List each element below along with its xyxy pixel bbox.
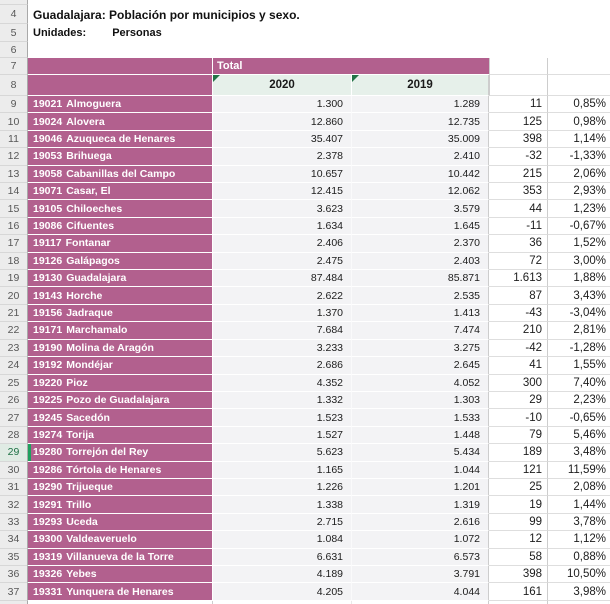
value-2019-cell[interactable]: 12.735 <box>352 113 489 130</box>
empty-row <box>0 42 610 58</box>
difference-cell[interactable]: -11 <box>489 218 548 235</box>
value-2019-cell[interactable]: 1.645 <box>352 218 489 235</box>
value-2019-cell[interactable]: 2.535 <box>352 287 489 304</box>
municipality-code: 19190 <box>33 341 63 354</box>
municipality-name: Guadalajara <box>66 272 127 285</box>
value-2020-cell[interactable]: 35.407 <box>213 131 352 148</box>
row-header[interactable]: 23 <box>0 340 28 357</box>
table-row <box>0 409 610 426</box>
percent-change-cell[interactable]: 11,59% <box>548 462 610 479</box>
municipality-code: 19280 <box>33 446 63 459</box>
value-2020-cell[interactable]: 2.406 <box>213 235 352 252</box>
municipality-name: Yebes <box>66 568 97 581</box>
percent-change-cell[interactable]: 3,00% <box>548 253 610 270</box>
blank-cell <box>28 601 213 604</box>
row-header[interactable]: 36 <box>0 566 28 583</box>
municipality-cell[interactable] <box>28 566 213 583</box>
row-header[interactable]: 26 <box>0 392 28 409</box>
difference-cell[interactable]: 36 <box>489 235 548 252</box>
row-header[interactable] <box>0 601 28 604</box>
municipality-cell[interactable] <box>28 166 213 183</box>
group-header-row <box>0 58 610 75</box>
table-row <box>0 270 610 287</box>
value-2020-cell[interactable]: 1.523 <box>213 409 352 426</box>
corner-cell[interactable] <box>28 58 213 75</box>
difference-cell[interactable]: 58 <box>489 549 548 566</box>
blank-cell <box>489 601 548 604</box>
municipality-cell[interactable] <box>28 305 213 322</box>
value-2020-cell[interactable]: 2.686 <box>213 357 352 374</box>
municipality-code: 19086 <box>33 220 63 233</box>
value-2020-cell[interactable]: 4.189 <box>213 566 352 583</box>
percent-change-cell[interactable]: -1,33% <box>548 148 610 165</box>
value-2019-cell[interactable]: 2.403 <box>352 253 489 270</box>
value-2019-cell[interactable]: 10.442 <box>352 166 489 183</box>
difference-cell[interactable]: 300 <box>489 375 548 392</box>
percent-change-cell[interactable]: 2,06% <box>548 166 610 183</box>
percent-change-cell[interactable]: 1,52% <box>548 235 610 252</box>
table-row <box>0 235 610 252</box>
row-header[interactable]: 19 <box>0 270 28 287</box>
value-2019-cell[interactable]: 2.370 <box>352 235 489 252</box>
row-header[interactable]: 18 <box>0 253 28 270</box>
value-2019-cell[interactable]: 3.791 <box>352 566 489 583</box>
group-header-cell[interactable]: Total <box>213 58 489 75</box>
value-2020-cell[interactable]: 2.715 <box>213 514 352 531</box>
value-2020-cell[interactable]: 1.370 <box>213 305 352 322</box>
value-2020-cell[interactable]: 1.165 <box>213 462 352 479</box>
municipality-cell[interactable] <box>28 235 213 252</box>
value-2019-cell[interactable]: 35.009 <box>352 131 489 148</box>
value-2019-cell[interactable]: 2.410 <box>352 148 489 165</box>
municipality-code: 19130 <box>33 272 63 285</box>
table-row <box>0 253 610 270</box>
percent-change-cell[interactable]: -3,04% <box>548 305 610 322</box>
difference-cell[interactable]: 353 <box>489 183 548 200</box>
municipality-code: 19291 <box>33 498 63 511</box>
value-2019-cell[interactable]: 4.044 <box>352 583 489 600</box>
difference-cell[interactable]: 29 <box>489 392 548 409</box>
difference-cell[interactable]: 215 <box>489 166 548 183</box>
corner-cell[interactable] <box>28 75 213 96</box>
units-row <box>0 24 610 42</box>
municipality-code: 19245 <box>33 411 63 424</box>
table-row <box>0 183 610 200</box>
difference-cell[interactable]: -10 <box>489 409 548 426</box>
table-row <box>0 322 610 339</box>
table-row <box>0 531 610 548</box>
percent-change-cell[interactable]: 1,12% <box>548 531 610 548</box>
municipality-name: Valdeaveruelo <box>66 533 137 546</box>
municipality-name: Cabanillas del Campo <box>66 167 176 180</box>
row-header[interactable]: 33 <box>0 514 28 531</box>
value-2020-cell[interactable]: 6.631 <box>213 549 352 566</box>
municipality-code: 19290 <box>33 481 63 494</box>
value-2019-cell[interactable]: 2.645 <box>352 357 489 374</box>
year-header-row <box>0 75 610 96</box>
difference-cell[interactable]: 11 <box>489 96 548 113</box>
value-2020-cell[interactable]: 1.226 <box>213 479 352 496</box>
municipality-code: 19058 <box>33 167 63 180</box>
value-2020-cell[interactable]: 1.332 <box>213 392 352 409</box>
value-2020-cell[interactable]: 1.338 <box>213 496 352 513</box>
row-header[interactable]: 8 <box>0 75 28 96</box>
municipality-cell[interactable] <box>28 253 213 270</box>
percent-change-cell[interactable]: 3,43% <box>548 287 610 304</box>
column-header-2020[interactable] <box>213 75 352 96</box>
municipality-code: 19192 <box>33 359 63 372</box>
municipality-code: 19156 <box>33 307 63 320</box>
units-label: Unidades: <box>33 27 87 39</box>
blank-cells <box>28 42 610 58</box>
municipality-name: Alovera <box>66 115 105 128</box>
value-2019-cell[interactable]: 1.289 <box>352 96 489 113</box>
blank-cell[interactable] <box>548 58 610 75</box>
municipality-name: Uceda <box>66 515 98 528</box>
municipality-cell[interactable] <box>28 148 213 165</box>
row-header[interactable]: 11 <box>0 131 28 148</box>
municipality-cell[interactable] <box>28 375 213 392</box>
municipality-name: Trillo <box>66 498 92 511</box>
municipality-cell[interactable] <box>28 340 213 357</box>
municipality-name: Casar, El <box>66 185 111 198</box>
row-header[interactable]: 34 <box>0 531 28 548</box>
municipality-code: 19286 <box>33 463 63 476</box>
error-flag-icon <box>213 75 220 82</box>
row-header[interactable]: 37 <box>0 583 28 600</box>
municipality-name: Torija <box>66 428 95 441</box>
row-header[interactable]: 21 <box>0 305 28 322</box>
difference-cell[interactable]: 41 <box>489 357 548 374</box>
value-2019-cell[interactable]: 85.871 <box>352 270 489 287</box>
municipality-code: 19331 <box>33 585 63 598</box>
municipality-code: 19293 <box>33 515 63 528</box>
municipality-cell[interactable] <box>28 583 213 600</box>
table-row <box>0 131 610 148</box>
table-row <box>0 566 610 583</box>
difference-cell[interactable]: 19 <box>489 496 548 513</box>
municipality-cell[interactable] <box>28 131 213 148</box>
municipality-name: Fontanar <box>65 237 111 250</box>
municipality-cell[interactable] <box>28 96 213 113</box>
value-2020-cell[interactable]: 2.622 <box>213 287 352 304</box>
municipality-cell[interactable] <box>28 270 213 287</box>
table-row <box>0 444 610 461</box>
value-2020-cell[interactable]: 12.415 <box>213 183 352 200</box>
table-row <box>0 287 610 304</box>
table-row <box>0 96 610 113</box>
value-2020-cell[interactable]: 2.378 <box>213 148 352 165</box>
value-2020-cell[interactable]: 1.634 <box>213 218 352 235</box>
difference-cell[interactable]: -43 <box>489 305 548 322</box>
municipality-code: 19300 <box>33 533 63 546</box>
percent-change-cell[interactable]: 0,88% <box>548 549 610 566</box>
percent-change-cell[interactable]: 3,48% <box>548 444 610 461</box>
percent-change-cell[interactable]: 7,40% <box>548 375 610 392</box>
value-2020-cell[interactable]: 1.084 <box>213 531 352 548</box>
row-header[interactable]: 13 <box>0 166 28 183</box>
value-2019-cell[interactable]: 3.579 <box>352 200 489 217</box>
value-2019-cell[interactable]: 6.573 <box>352 549 489 566</box>
title-row <box>0 5 610 24</box>
value-2019-cell[interactable]: 5.434 <box>352 444 489 461</box>
blank-cell <box>352 601 489 604</box>
municipality-name: Trijueque <box>66 481 113 494</box>
municipality-name: Pozo de Guadalajara <box>66 394 170 407</box>
difference-cell[interactable]: 398 <box>489 131 548 148</box>
row-header[interactable]: 28 <box>0 427 28 444</box>
municipality-name: Sacedón <box>66 411 110 424</box>
municipality-cell[interactable] <box>28 322 213 339</box>
municipality-code: 19117 <box>33 237 62 250</box>
municipality-name: Pioz <box>66 376 88 389</box>
municipality-cell[interactable] <box>28 183 213 200</box>
units-value: Personas <box>112 27 162 39</box>
column-header-2019[interactable] <box>352 75 489 96</box>
municipality-name: Villanueva de la Torre <box>66 550 174 563</box>
difference-cell[interactable]: 121 <box>489 462 548 479</box>
municipality-cell[interactable] <box>28 200 213 217</box>
municipality-name: Horche <box>66 289 103 302</box>
value-2020-cell[interactable]: 1.527 <box>213 427 352 444</box>
table-row <box>0 113 610 130</box>
row-header[interactable]: 6 <box>0 42 28 58</box>
difference-cell[interactable]: 161 <box>489 583 548 600</box>
municipality-cell[interactable] <box>28 218 213 235</box>
municipality-cell[interactable] <box>28 479 213 496</box>
difference-cell[interactable]: -32 <box>489 148 548 165</box>
value-2020-cell[interactable]: 87.484 <box>213 270 352 287</box>
value-2020-cell[interactable]: 2.475 <box>213 253 352 270</box>
difference-cell[interactable]: 12 <box>489 531 548 548</box>
difference-cell[interactable]: 99 <box>489 514 548 531</box>
value-2019-cell[interactable]: 1.201 <box>352 479 489 496</box>
units-cell[interactable] <box>28 24 610 42</box>
difference-cell[interactable]: 25 <box>489 479 548 496</box>
municipality-code: 19225 <box>33 394 63 407</box>
percent-change-cell[interactable]: 0,98% <box>548 113 610 130</box>
table-row <box>0 496 610 513</box>
municipality-code: 19024 <box>33 115 63 128</box>
municipality-code: 19326 <box>33 568 63 581</box>
row-header[interactable]: 22 <box>0 322 28 339</box>
table-row <box>0 200 610 217</box>
municipality-name: Cifuentes <box>66 220 115 233</box>
difference-cell[interactable]: 87 <box>489 287 548 304</box>
blank-cell <box>213 601 352 604</box>
row-header[interactable]: 7 <box>0 58 28 75</box>
row-header[interactable]: 31 <box>0 479 28 496</box>
municipality-cell[interactable] <box>28 357 213 374</box>
municipality-code: 19046 <box>33 133 63 146</box>
table-row <box>0 479 610 496</box>
percent-change-cell[interactable]: 0,85% <box>548 96 610 113</box>
table-row <box>0 375 610 392</box>
municipality-code: 19274 <box>33 428 63 441</box>
row-header[interactable]: 15 <box>0 200 28 217</box>
row-header[interactable]: 25 <box>0 375 28 392</box>
row-header[interactable]: 30 <box>0 462 28 479</box>
municipality-name: Yunquera de Henares <box>66 585 174 598</box>
municipality-cell[interactable] <box>28 287 213 304</box>
difference-cell[interactable]: 210 <box>489 322 548 339</box>
row-header[interactable]: 5 <box>0 24 28 42</box>
municipality-name: Almoguera <box>66 98 122 111</box>
value-2020-cell[interactable]: 12.860 <box>213 113 352 130</box>
percent-change-cell[interactable]: 1,55% <box>548 357 610 374</box>
value-2020-cell[interactable]: 3.233 <box>213 340 352 357</box>
percent-change-cell[interactable]: 3,98% <box>548 583 610 600</box>
table-row <box>0 462 610 479</box>
table-row <box>0 392 610 409</box>
municipality-name: Tórtola de Henares <box>66 463 162 476</box>
blank-cell <box>548 601 610 604</box>
value-2019-cell[interactable]: 1.303 <box>352 392 489 409</box>
table-row <box>0 218 610 235</box>
municipality-name: Molina de Aragón <box>66 341 154 354</box>
value-2020-cell[interactable]: 4.352 <box>213 375 352 392</box>
row-header[interactable]: 16 <box>0 218 28 235</box>
municipality-cell[interactable] <box>28 531 213 548</box>
municipality-name: Jadraque <box>66 307 113 320</box>
table-row <box>0 549 610 566</box>
municipality-cell[interactable] <box>28 514 213 531</box>
percent-change-cell[interactable]: -0,65% <box>548 409 610 426</box>
table-row <box>0 357 610 374</box>
row-header[interactable]: 32 <box>0 496 28 513</box>
row-header[interactable]: 29 <box>0 444 28 461</box>
table-row <box>0 166 610 183</box>
municipality-cell[interactable] <box>28 409 213 426</box>
percent-change-cell[interactable]: 2,08% <box>548 479 610 496</box>
difference-cell[interactable]: 398 <box>489 566 548 583</box>
municipality-cell[interactable] <box>28 444 213 461</box>
row-header[interactable]: 24 <box>0 357 28 374</box>
municipality-code: 19105 <box>33 202 63 215</box>
value-2019-cell[interactable]: 1.319 <box>352 496 489 513</box>
percent-change-cell[interactable]: -1,28% <box>548 340 610 357</box>
municipality-code: 19126 <box>33 254 63 267</box>
percent-change-cell[interactable]: 10,50% <box>548 566 610 583</box>
value-2019-cell[interactable]: 1.044 <box>352 462 489 479</box>
value-2019-cell[interactable]: 3.275 <box>352 340 489 357</box>
value-2020-cell[interactable]: 10.657 <box>213 166 352 183</box>
table-row <box>0 148 610 165</box>
percent-change-cell[interactable]: -0,67% <box>548 218 610 235</box>
percent-change-cell[interactable]: 3,78% <box>548 514 610 531</box>
row-header[interactable]: 20 <box>0 287 28 304</box>
value-2020-cell[interactable]: 4.205 <box>213 583 352 600</box>
percent-change-cell[interactable]: 2,81% <box>548 322 610 339</box>
data-rows <box>0 96 610 601</box>
value-2019-cell[interactable]: 12.062 <box>352 183 489 200</box>
municipality-code: 19319 <box>33 550 63 563</box>
difference-cell[interactable]: 189 <box>489 444 548 461</box>
percent-change-cell[interactable]: 1,23% <box>548 200 610 217</box>
value-2019-cell[interactable]: 2.616 <box>352 514 489 531</box>
municipality-cell[interactable] <box>28 462 213 479</box>
blank-cell[interactable] <box>548 75 610 96</box>
value-2019-cell[interactable]: 7.474 <box>352 322 489 339</box>
municipality-code: 19021 <box>33 98 63 111</box>
percent-change-cell[interactable]: 2,23% <box>548 392 610 409</box>
municipality-name: Azuqueca de Henares <box>66 133 176 146</box>
column-header-label: 2019 <box>407 79 433 91</box>
row-header[interactable]: 4 <box>0 5 28 24</box>
municipality-name: Galápagos <box>66 254 120 267</box>
municipality-cell[interactable] <box>28 496 213 513</box>
difference-cell[interactable]: 44 <box>489 200 548 217</box>
percent-change-cell[interactable]: 5,46% <box>548 427 610 444</box>
value-2020-cell[interactable]: 3.623 <box>213 200 352 217</box>
difference-cell[interactable]: 125 <box>489 113 548 130</box>
municipality-name: Chiloeches <box>66 202 123 215</box>
table-row <box>0 340 610 357</box>
sheet-title[interactable]: Guadalajara: Población por municipios y sexo. <box>28 5 610 24</box>
value-2019-cell[interactable]: 4.052 <box>352 375 489 392</box>
municipality-name: Torrejón del Rey <box>66 446 149 459</box>
municipality-name: Brihuega <box>66 150 112 163</box>
row-header[interactable]: 17 <box>0 235 28 252</box>
value-2019-cell[interactable]: 1.448 <box>352 427 489 444</box>
municipality-code: 19053 <box>33 150 63 163</box>
difference-cell[interactable]: 79 <box>489 427 548 444</box>
percent-change-cell[interactable]: 1,88% <box>548 270 610 287</box>
municipality-code: 19220 <box>33 376 63 389</box>
value-2020-cell[interactable]: 7.684 <box>213 322 352 339</box>
value-2019-cell[interactable]: 1.533 <box>352 409 489 426</box>
percent-change-cell[interactable]: 1,44% <box>548 496 610 513</box>
table-row <box>0 305 610 322</box>
municipality-name: Marchamalo <box>66 324 128 337</box>
row-header[interactable]: 27 <box>0 409 28 426</box>
percent-change-cell[interactable]: 1,14% <box>548 131 610 148</box>
difference-cell[interactable]: 1.613 <box>489 270 548 287</box>
municipality-code: 19143 <box>33 289 63 302</box>
row-header[interactable]: 12 <box>0 148 28 165</box>
municipality-name: Mondéjar <box>66 359 113 372</box>
row-header[interactable]: 14 <box>0 183 28 200</box>
column-header-label: 2020 <box>269 79 295 91</box>
difference-cell[interactable]: 72 <box>489 253 548 270</box>
table-row <box>0 427 610 444</box>
value-2020-cell[interactable]: 5.623 <box>213 444 352 461</box>
municipality-cell[interactable] <box>28 549 213 566</box>
table-row <box>0 514 610 531</box>
municipality-code: 19071 <box>33 185 63 198</box>
blank-cell[interactable] <box>489 75 548 96</box>
difference-cell[interactable]: -42 <box>489 340 548 357</box>
value-2019-cell[interactable]: 1.072 <box>352 531 489 548</box>
percent-change-cell[interactable]: 2,93% <box>548 183 610 200</box>
row-header[interactable]: 10 <box>0 113 28 130</box>
row-header[interactable]: 9 <box>0 96 28 113</box>
row-header[interactable]: 35 <box>0 549 28 566</box>
municipality-cell[interactable] <box>28 392 213 409</box>
blank-cell[interactable] <box>489 58 548 75</box>
value-2019-cell[interactable]: 1.413 <box>352 305 489 322</box>
municipality-cell[interactable] <box>28 427 213 444</box>
value-2020-cell[interactable]: 1.300 <box>213 96 352 113</box>
partial-row-bottom <box>0 601 610 604</box>
municipality-cell[interactable] <box>28 113 213 130</box>
error-flag-icon <box>352 75 359 82</box>
table-row <box>0 583 610 600</box>
municipality-code: 19171 <box>33 324 63 337</box>
